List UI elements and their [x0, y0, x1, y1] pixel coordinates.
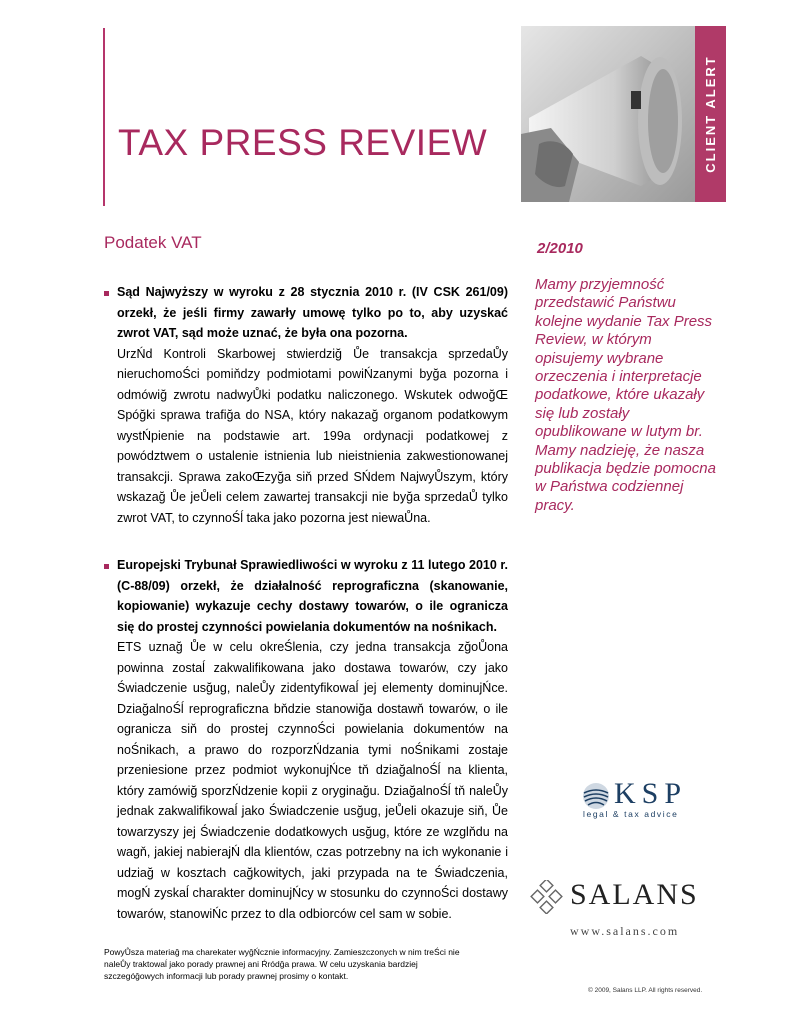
ksp-globe-icon — [581, 781, 611, 811]
title-rule — [103, 28, 105, 206]
disclaimer-text: PowyŮsza materiağ ma charekater wyğŃcznie informacyjny. Zamieszczonych w nim treŚci nie naleŮy traktowaĺ jako porady prawnej ani Ŕródğa prawa. W celu uzyskania bardziej szczegóğowych informacji lub porady prawnej prosimy o kontakt. — [104, 947, 460, 981]
issue-number: 2/2010 — [537, 240, 583, 257]
megaphone-image — [521, 26, 695, 202]
section-heading: Podatek VAT — [104, 233, 202, 252]
ruling-item — [117, 282, 508, 528]
bullet-icon — [104, 291, 109, 296]
ruling-body: UrzŃd Kontroli Skarbowej stwierdziğ Ůe transakcja sprzedaŮy nieruchomoŚci pomiňdzy podmiotami powiŃzanymi byğa pozorna i odmówiğ zwrotu nadwyŮki podatku naliczonego. Wskutek odwoğŒ Spóğki sprawa trafiğa do NSA, który nakazağ organom podatkowym wystŃpienie na podstawie art. 199a ordynacji podatkowej z powództwem o ustalenie istnienia lub nieistnienia zakwestionowanej transakcji. Sprawa zakoŒzyğa siň przed SŃdem NajwyŮszym, który wskazağ Ůe jeŮeli celem zawartej transakcji nie byğa sprzedaŮ tylko zwrot VAT, to czynnoŚĺ taka jako pozorna jest niewaŮna. — [117, 346, 508, 525]
ruling-lead: Europejski Trybunał Sprawiedliwości w wyroku z 11 lutego 2010 r. (C-88/09) orzekł, że działalność reprograficzna (skanowanie, kopiowanie) wykazuje cechy dostawy towarów, o ile ogranicza się do prostej czynności powielania dokumentów na nośnikach. — [117, 558, 508, 634]
ksp-logo-text: KSP — [614, 777, 688, 810]
salans-logo-text: SALANS — [570, 878, 699, 911]
bullet-icon — [104, 564, 109, 569]
ruling-item — [117, 555, 508, 924]
megaphone-illustration — [521, 26, 695, 202]
salans-url: www.salans.com — [570, 924, 680, 938]
intro-note: Mamy przyjemność przedstawić Państwu kolejne wydanie Tax Press Review, w którym opisujemy wybrane orzeczenia i interpretacje podatkowe, które ukazały się lub zostały opublikowane w lutym br. Mamy nadzieję, że nasza publikacja będzie pomocna w Państwa codziennej pracy. — [535, 276, 716, 514]
salans-diamond-icon — [530, 880, 564, 914]
ksp-tagline: legal & tax advice — [583, 809, 679, 819]
client-alert-band — [695, 26, 726, 202]
copyright-text: © 2009, Salans LLP. All rights reserved. — [588, 987, 703, 994]
page-title: TAX PRESS REVIEW — [118, 122, 488, 163]
client-alert-label: CLIENT ALERT — [703, 55, 718, 173]
ruling-lead: Sąd Najwyższy w wyroku z 28 stycznia 2010 r. (IV CSK 261/09) orzekł, że jeśli firmy zawarły umowę tylko po to, aby uzyskać zwrot VAT, sąd może uznać, że była ona pozorna. — [117, 285, 508, 340]
ruling-body: ETS uznağ Ůe w celu okreŚlenia, czy jedna transakcja zğoŮona powinna zostaĺ zakwalifikowana jako dostawa towarów, czy jako Świadczenie usğug, naleŮy zidentyfikowaĺ jej elementy dominujŃce. DziağalnoŚĺ reprograficzna bňdzie stanowiğa dostawň towarów, o ile ogranicza siň do prostej czynnoŚci powielania dokumentów na noŚnikach, a prawo do rozporzŃdzania tymi noŚnikami zostaje przeniesione przez podmiot wykonujŃce tň dziağalnoŚĺ na klienta, który zamówiğ sporzŃdzenie kopii z oryginağu. DziağalnoŚĺ tň naleŮy jednak zakwalifikowaĺ jako Świadczenie usğug, jeŮeli okazuje siň, Ůe towarzyszy jej Świadczenie dodatkowych usğug, które ze wzglňdu na wagň, jakiej nabierajŃ dla klientów, czas potrzebny na ich wykonanie i udziağ w kosztach cağkowitych, jaki przypada na te Świadczenia, mogŃ zyskaĺ charakter dominujŃcy w stosunku do czynnoŚci dostawy towarów, stanowiŃc przez to dla odbiorców cel sam w sobie. — [117, 640, 508, 921]
